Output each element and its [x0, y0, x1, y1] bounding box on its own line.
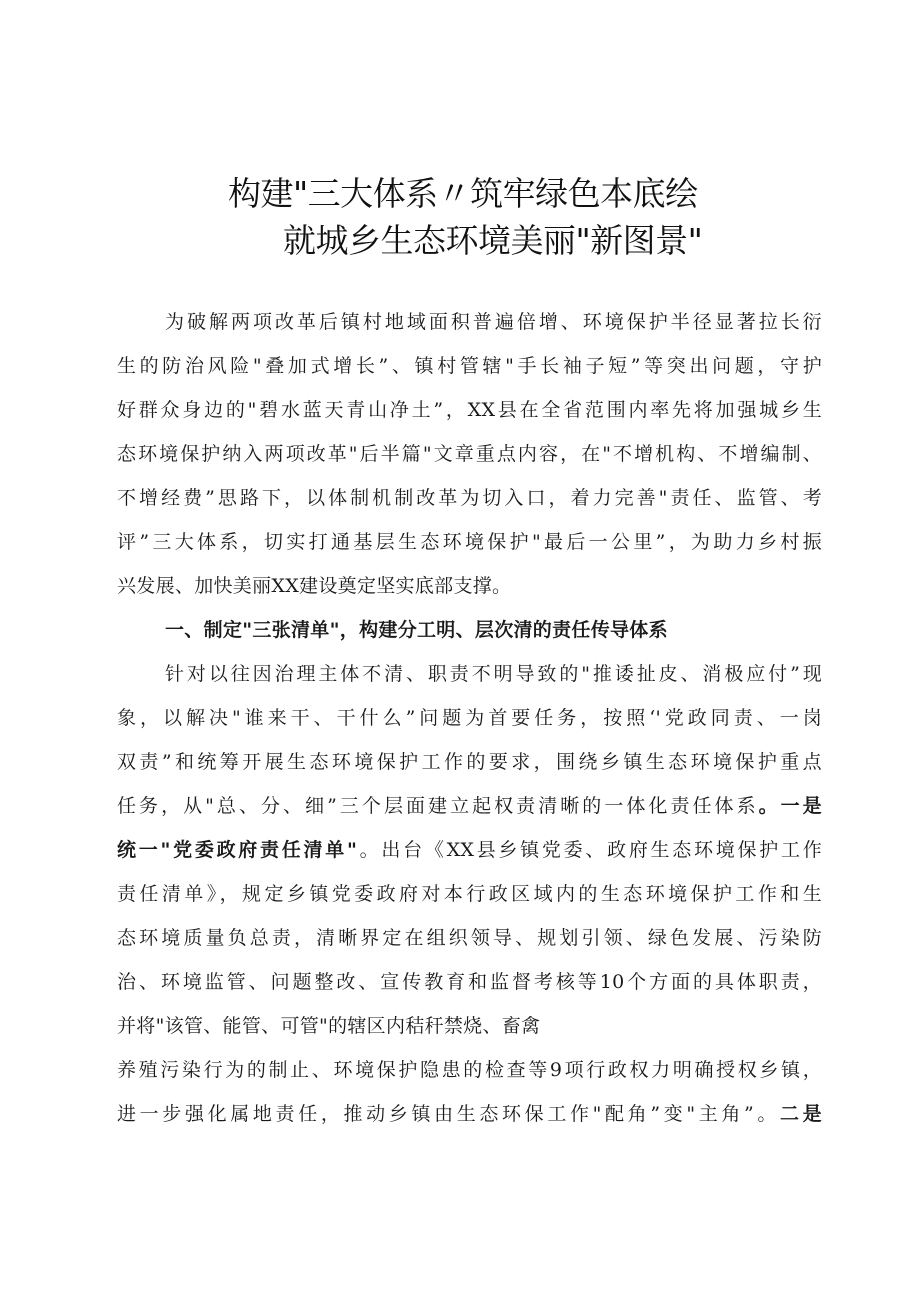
section-line: [117, 828, 822, 872]
section-line: [117, 1092, 822, 1136]
section-line: 治、环境监管、问题整改、宣传教育和监督考核等10个方面的具体职责，: [117, 971, 822, 993]
section-line: 责任清单》，规定乡镇党委政府对本行政区域内的生态环境保护工作和生: [117, 883, 822, 905]
section-line: 双责”和统筹开展生态环境保护工作的要求，围绕乡镇生态环境保护重点: [117, 751, 822, 773]
section-text: 。出台《XX县乡镇党委、政府生态环境保护工作: [357, 839, 822, 861]
intro-line: 评”三大体系，切实打通基层生态环境保护"最后一公里”，为助力乡村振: [117, 531, 822, 553]
intro-line: 不增经费”思路下，以体制机制改革为切入口，着力完善"责任、监管、考: [117, 487, 822, 509]
section-text: 进一步强化属地责任，推动乡镇由生态环保工作"配角”变"主角”。: [117, 1103, 781, 1125]
intro-line: 兴发展、加快美丽XX建设奠定坚实底部支撑。: [117, 575, 512, 597]
bold-lead-text: 。一是: [758, 795, 822, 817]
intro-line: 好群众身边的"碧水蓝天青山净土”，XX县在全省范围内率先将加强城乡生: [117, 399, 822, 421]
bold-lead-text: 二是: [780, 1103, 822, 1125]
bold-lead-text: 统一"党委政府责任清单": [117, 839, 358, 861]
section-text: 任务，从"总、分、细”三个层面建立起权责清晰的一体化责任体系: [117, 795, 759, 817]
section-line: 象，以解决"谁来干、干什么”问题为首要任务，按照‘'党政同责、一岗: [117, 707, 822, 729]
section-heading: 一、制定"三张清单"，构建分工明、层次清的责任传导体系: [165, 619, 668, 641]
document-body: [117, 300, 822, 1136]
section-line: 并将"该管、能管、可管"的辖区内秸秆禁烧、畜禽: [117, 1015, 541, 1037]
section-line: [117, 784, 822, 828]
document-title-line-1: 构建"三大体系〃筑牢绿色本底绘: [228, 174, 698, 213]
intro-line: 为破解两项改革后镇村地域面积普遍倍增、环境保护半径显著拉长衍: [165, 311, 822, 333]
intro-line: 生的防治风险"叠加式增长”、镇村管辖"手长袖子短”等突出问题，守护: [117, 355, 822, 377]
section-line: 态环境质量负总责，清晰界定在组织领导、规划引领、绿色发展、污染防: [117, 927, 822, 949]
document-title-line-2: 就城乡生态环境美丽"新图景": [283, 221, 703, 260]
section-line: 养殖污染行为的制止、环境保护隐患的检查等9项行政权力明确授权乡镇，: [117, 1059, 822, 1081]
intro-line: 态环境保护纳入两项改革"后半篇"文章重点内容，在"不增机构、不增编制、: [117, 443, 822, 465]
section-line: 针对以往因治理主体不清、职责不明导致的"推诿扯皮、消极应付”现: [165, 663, 822, 685]
